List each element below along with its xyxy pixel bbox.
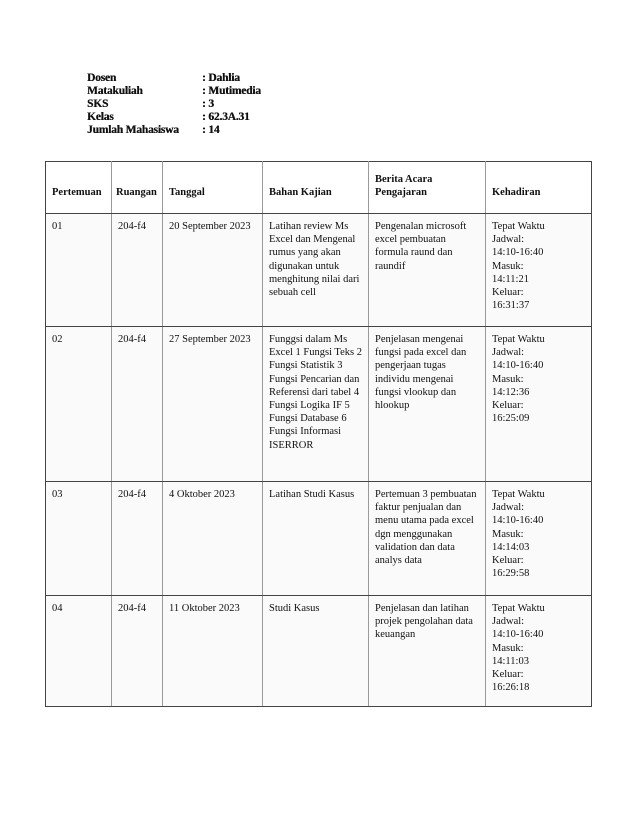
header-berita-acara: Berita Acara Pengajaran [369,162,486,214]
header-tanggal: Tanggal [163,162,263,214]
cell-pertemuan: 03 [46,482,112,596]
header-ruangan: Ruangan [112,162,163,214]
cell-kehadiran: Tepat Waktu Jadwal: 14:10-16:40 Masuk: 14:11:21 Keluar: 16:31:37 [486,214,592,327]
cell-bahan-kajian: Funggsi dalam Ms Excel 1 Fungsi Teks 2 Fungsi Statistik 3 Fungsi Pencarian dan Referensi dari tabel 4 Fungsi Logika IF 5 Fungsi Database 6 Fungsi Informasi ISERROR [263,327,369,482]
sks-label: SKS [87,98,109,110]
header-pertemuan: Pertemuan [46,162,112,214]
cell-berita-acara: Penjelasan mengenai fungsi pada excel dan pengerjaan tugas individu mengenai fungsi vlookup dan hlookup [369,327,486,482]
table-row [46,214,592,327]
cell-berita-acara: Pengenalan microsoft excel pembuatan formula raund dan raundif [369,214,486,327]
dosen-row [87,72,261,85]
cell-tanggal: 20 September 2023 [163,214,263,327]
table-row [46,482,592,596]
matakuliah-label: Matakuliah [87,85,143,97]
schedule-table [45,161,592,707]
cell-bahan-kajian: Latihan review Ms Excel dan Mengenal rumus yang akan digunakan untuk menghitung nilai dari sebuah cell [263,214,369,327]
cell-bahan-kajian: Studi Kasus [263,596,369,707]
jumlah-mahasiswa-label: Jumlah Mahasiswa [87,124,179,136]
kelas-row [87,111,261,124]
cell-kehadiran: Tepat Waktu Jadwal: 14:10-16:40 Masuk: 14:11:03 Keluar: 16:26:18 [486,596,592,707]
matakuliah-row [87,85,261,98]
jumlah-mahasiswa-value: : 14 [202,124,220,136]
cell-pertemuan: 04 [46,596,112,707]
sks-row [87,98,261,111]
dosen-label: Dosen [87,72,117,84]
header-bahan-kajian: Bahan Kajian [263,162,369,214]
cell-kehadiran: Tepat Waktu Jadwal: 14:10-16:40 Masuk: 14:14:03 Keluar: 16:29:58 [486,482,592,596]
matakuliah-value: : Mutimedia [202,85,261,97]
cell-berita-acara: Penjelasan dan latihan projek pengolahan data keuangan [369,596,486,707]
cell-tanggal: 4 Oktober 2023 [163,482,263,596]
header-kehadiran: Kehadiran [486,162,592,214]
cell-pertemuan: 02 [46,327,112,482]
cell-kehadiran: Tepat Waktu Jadwal: 14:10-16:40 Masuk: 14:12:36 Keluar: 16:25:09 [486,327,592,482]
table-row [46,596,592,707]
cell-tanggal: 27 September 2023 [163,327,263,482]
cell-bahan-kajian: Latihan Studi Kasus [263,482,369,596]
sks-value: : 3 [202,98,214,110]
jumlah-mahasiswa-row [87,124,261,137]
cell-pertemuan: 01 [46,214,112,327]
cell-tanggal: 11 Oktober 2023 [163,596,263,707]
kelas-value: : 62.3A.31 [202,111,250,123]
table-header-row [46,162,592,214]
cell-ruangan: 204-f4 [112,327,163,482]
cell-ruangan: 204-f4 [112,214,163,327]
cell-ruangan: 204-f4 [112,482,163,596]
table-row [46,327,592,482]
cell-ruangan: 204-f4 [112,596,163,707]
cell-berita-acara: Pertemuan 3 pembuatan faktur penjualan dan menu utama pada excel dgn menggunakan validation dan data analys data [369,482,486,596]
dosen-value: : Dahlia [202,72,240,84]
kelas-label: Kelas [87,111,114,123]
course-info [87,72,261,137]
